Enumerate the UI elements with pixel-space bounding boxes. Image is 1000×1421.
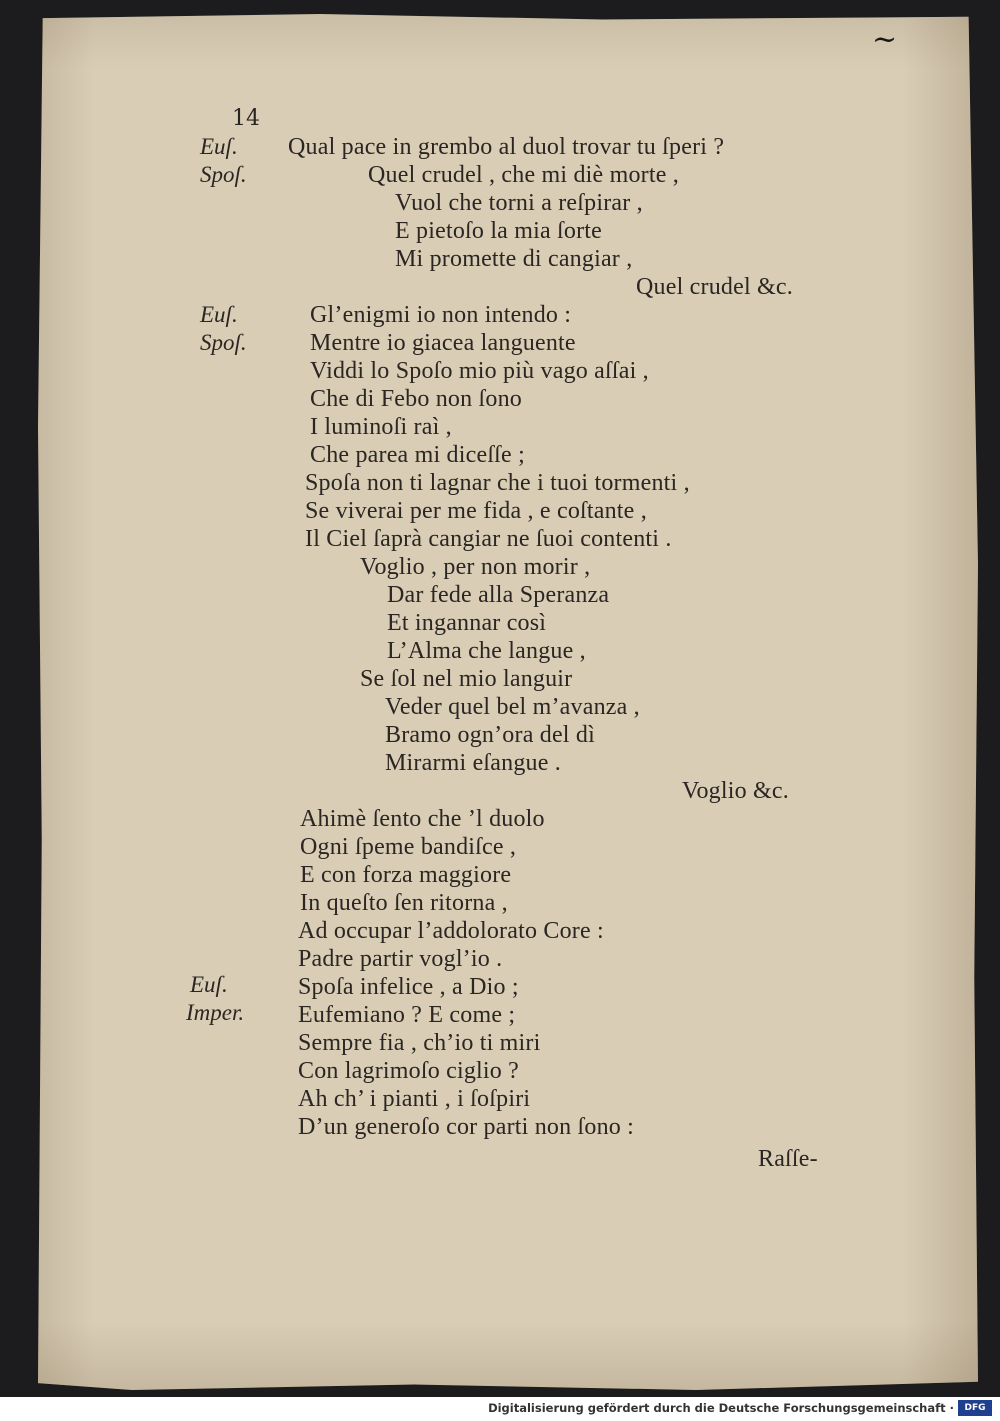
speaker-label: Imper. xyxy=(186,1000,245,1025)
text-line: Quel crudel , che mi diè morte , xyxy=(368,162,679,188)
catchword: Raſſe- xyxy=(758,1146,818,1172)
text-line: Et ingannar così xyxy=(387,610,547,636)
text-line: Mentre io giacea languente xyxy=(310,330,576,356)
text-line: Con lagrimoſo ciglio ? xyxy=(298,1058,520,1084)
text-line: I luminoſi raì , xyxy=(310,414,452,440)
text-line: Ahimè ſento che ’l duolo xyxy=(300,806,545,832)
text-line: Dar fede alla Speranza xyxy=(387,582,610,608)
digitization-footer xyxy=(0,1397,1000,1421)
text-line: Quel crudel &c. xyxy=(636,274,793,300)
text-line: In queſto ſen ritorna , xyxy=(300,890,508,916)
dfg-logo: DFG xyxy=(958,1400,992,1416)
text-line: Spoſa infelice , a Dio ; xyxy=(298,974,519,1000)
speaker-label: Euſ. xyxy=(200,134,238,159)
text-line: Mirarmi eſangue . xyxy=(385,750,562,776)
corner-mark: ~ xyxy=(872,22,898,57)
text-line: Voglio , per non morir , xyxy=(360,554,591,580)
text-line: Che parea mi diceſſe ; xyxy=(310,442,525,468)
text-line: E con forza maggiore xyxy=(300,862,512,888)
text-line: Vuol che torni a reſpirar , xyxy=(395,190,643,216)
text-line: Sempre fia , ch’io ti miri xyxy=(298,1030,541,1056)
text-line: Veder quel bel m’avanza , xyxy=(385,694,640,720)
text-line: Gl’enigmi io non intendo : xyxy=(310,302,572,328)
text-line: Viddi lo Spoſo mio più vago aſſai , xyxy=(310,358,649,384)
speaker-label: Spoſ. xyxy=(200,162,247,187)
text-line: Bramo ogn’ora del dì xyxy=(385,722,595,748)
text-line: Ogni ſpeme bandiſce , xyxy=(300,834,517,860)
text-line: Qual pace in grembo al duol trovar tu ſperi ? xyxy=(288,134,725,160)
footer-credit: Digitalisierung gefördert durch die Deutsche Forschungsgemeinschaft · xyxy=(488,1401,954,1415)
text-line: Se ſol nel mio languir xyxy=(360,666,573,692)
text-line: Eufemiano ? E come ; xyxy=(298,1002,516,1028)
speaker-label: Euſ. xyxy=(190,972,228,997)
text-line: E pietoſo la mia ſorte xyxy=(395,218,603,244)
text-line: L’Alma che langue , xyxy=(387,638,586,664)
text-line: Se viverai per me fida , e coſtante , xyxy=(305,498,647,524)
text-line: Che di Febo non ſono xyxy=(310,386,522,412)
text-line: Mi promette di cangiar , xyxy=(395,246,633,272)
text-line: Il Ciel ſaprà cangiar ne ſuoi contenti . xyxy=(305,526,672,552)
text-line: Ah ch’ i pianti , i ſoſpiri xyxy=(298,1086,531,1112)
text-line: Ad occupar l’addolorato Core : xyxy=(298,918,604,944)
speaker-label: Spoſ. xyxy=(200,330,247,355)
text-line: Spoſa non ti lagnar che i tuoi tormenti , xyxy=(305,470,690,496)
text-line: Voglio &c. xyxy=(682,778,789,804)
text-line: Padre partir vogl’io . xyxy=(298,946,503,972)
text-line: D’un generoſo cor parti non ſono : xyxy=(298,1114,635,1140)
page-number: 14 xyxy=(232,106,260,131)
speaker-label: Euſ. xyxy=(200,302,238,327)
